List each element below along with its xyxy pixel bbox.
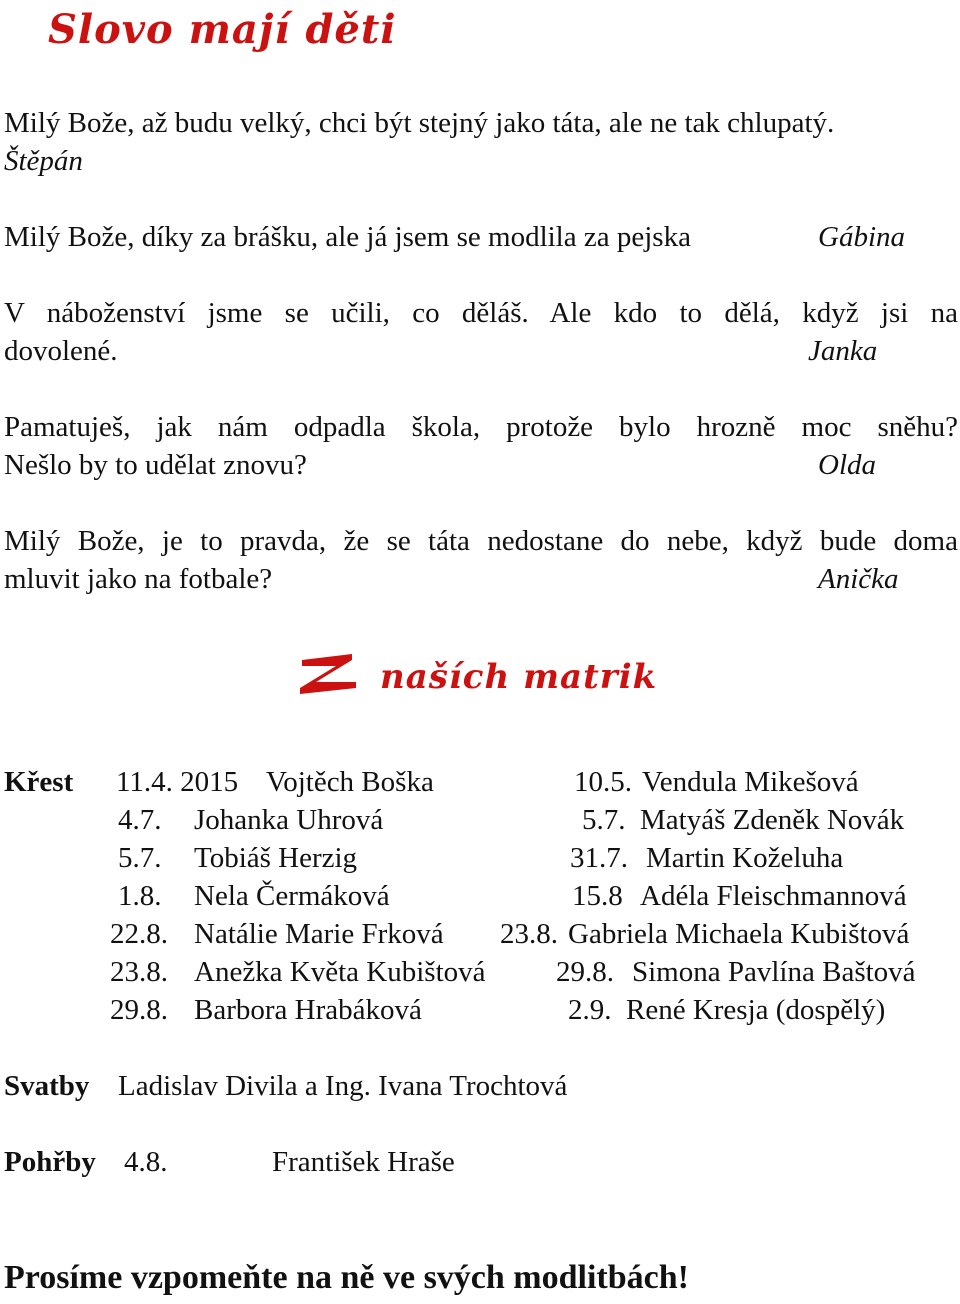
baptism-date-4b: 15.8 <box>572 880 623 912</box>
baptism-name-2: Johanka Uhrová <box>194 804 384 836</box>
baptism-name-1: Vojtěch Boška <box>266 766 434 798</box>
quote-1-author: Štěpán <box>4 145 83 177</box>
baptism-date-4: 1.8. <box>118 880 162 912</box>
baptism-date-3b: 31.7. <box>570 842 628 874</box>
baptism-date-7: 29.8. <box>110 994 168 1026</box>
quote-4-line2: Nešlo by to udělat znovu? <box>4 449 307 481</box>
closing-prayer: Prosíme vzpomeňte na ně ve svých modlitbách! <box>4 1259 689 1296</box>
heading-kids: Slovo mají děti <box>48 6 397 53</box>
baptism-date-1: 11.4. 2015 <box>116 766 239 798</box>
baptism-name-3b: Martin Koželuha <box>646 842 844 874</box>
quote-1-text: Milý Bože, až budu velký, chci být stejný jako táta, ale ne tak chlupatý. <box>4 107 835 139</box>
quote-3-line2: dovolené. <box>4 335 118 367</box>
baptism-label: Křest <box>4 766 74 798</box>
baptism-date-5: 22.8. <box>110 918 168 950</box>
baptism-date-6: 23.8. <box>110 956 168 988</box>
weddings-label: Svatby <box>4 1070 90 1102</box>
funerals-date: 4.8. <box>124 1146 168 1178</box>
baptism-date-2: 4.7. <box>118 804 162 836</box>
baptism-name-7: Barbora Hrabáková <box>194 994 422 1026</box>
baptism-name-2b: Matyáš Zdeněk Novák <box>640 804 905 836</box>
baptism-name-5: Natálie Marie Frková <box>194 918 444 950</box>
baptism-date-1b: 10.5. <box>574 766 632 798</box>
quote-3-author: Janka <box>808 335 878 367</box>
z-initial-glyph <box>298 652 360 696</box>
quote-4-line1: Pamatuješ, jak nám odpadla škola, protože bylo hrozně moc sněhu? <box>4 411 958 443</box>
baptism-date-7b: 2.9. <box>568 994 612 1026</box>
baptism-name-7b: René Kresja (dospělý) <box>626 994 886 1026</box>
quote-2-author: Gábina <box>818 221 905 253</box>
baptism-name-5b: Gabriela Michaela Kubištová <box>568 918 910 950</box>
baptism-name-1b: Vendula Mikešová <box>642 766 859 798</box>
funerals-name: František Hraše <box>272 1146 455 1178</box>
baptism-date-2b: 5.7. <box>582 804 626 836</box>
baptism-name-6b: Simona Pavlína Baštová <box>632 956 916 988</box>
baptism-name-4: Nela Čermáková <box>194 880 390 912</box>
baptism-date-6b: 29.8. <box>556 956 614 988</box>
baptism-date-5b: 23.8. <box>500 918 558 950</box>
heading-registry-text: naších matrik <box>380 657 658 697</box>
baptism-name-3: Tobiáš Herzig <box>194 842 358 874</box>
baptism-name-4b: Adéla Fleischmannová <box>640 880 907 912</box>
funerals-label: Pohřby <box>4 1146 96 1178</box>
quote-5-line2: mluvit jako na fotbale? <box>4 563 273 595</box>
quote-5-line1: Milý Bože, je to pravda, že se táta nedostane do nebe, když bude doma <box>4 525 958 557</box>
quote-5-author: Anička <box>818 563 899 595</box>
weddings-text: Ladislav Divila a Ing. Ivana Trochtová <box>118 1070 568 1102</box>
baptism-date-3: 5.7. <box>118 842 162 874</box>
quote-3-line1: V náboženství jsme se učili, co děláš. Ale kdo to dělá, když jsi na <box>4 297 958 329</box>
quote-2-text: Milý Bože, díky za brášku, ale já jsem se modlila za pejska <box>4 221 691 253</box>
heading-registry <box>298 652 657 701</box>
baptism-name-6: Anežka Květa Kubištová <box>194 956 486 988</box>
quote-4-author: Olda <box>818 449 876 481</box>
